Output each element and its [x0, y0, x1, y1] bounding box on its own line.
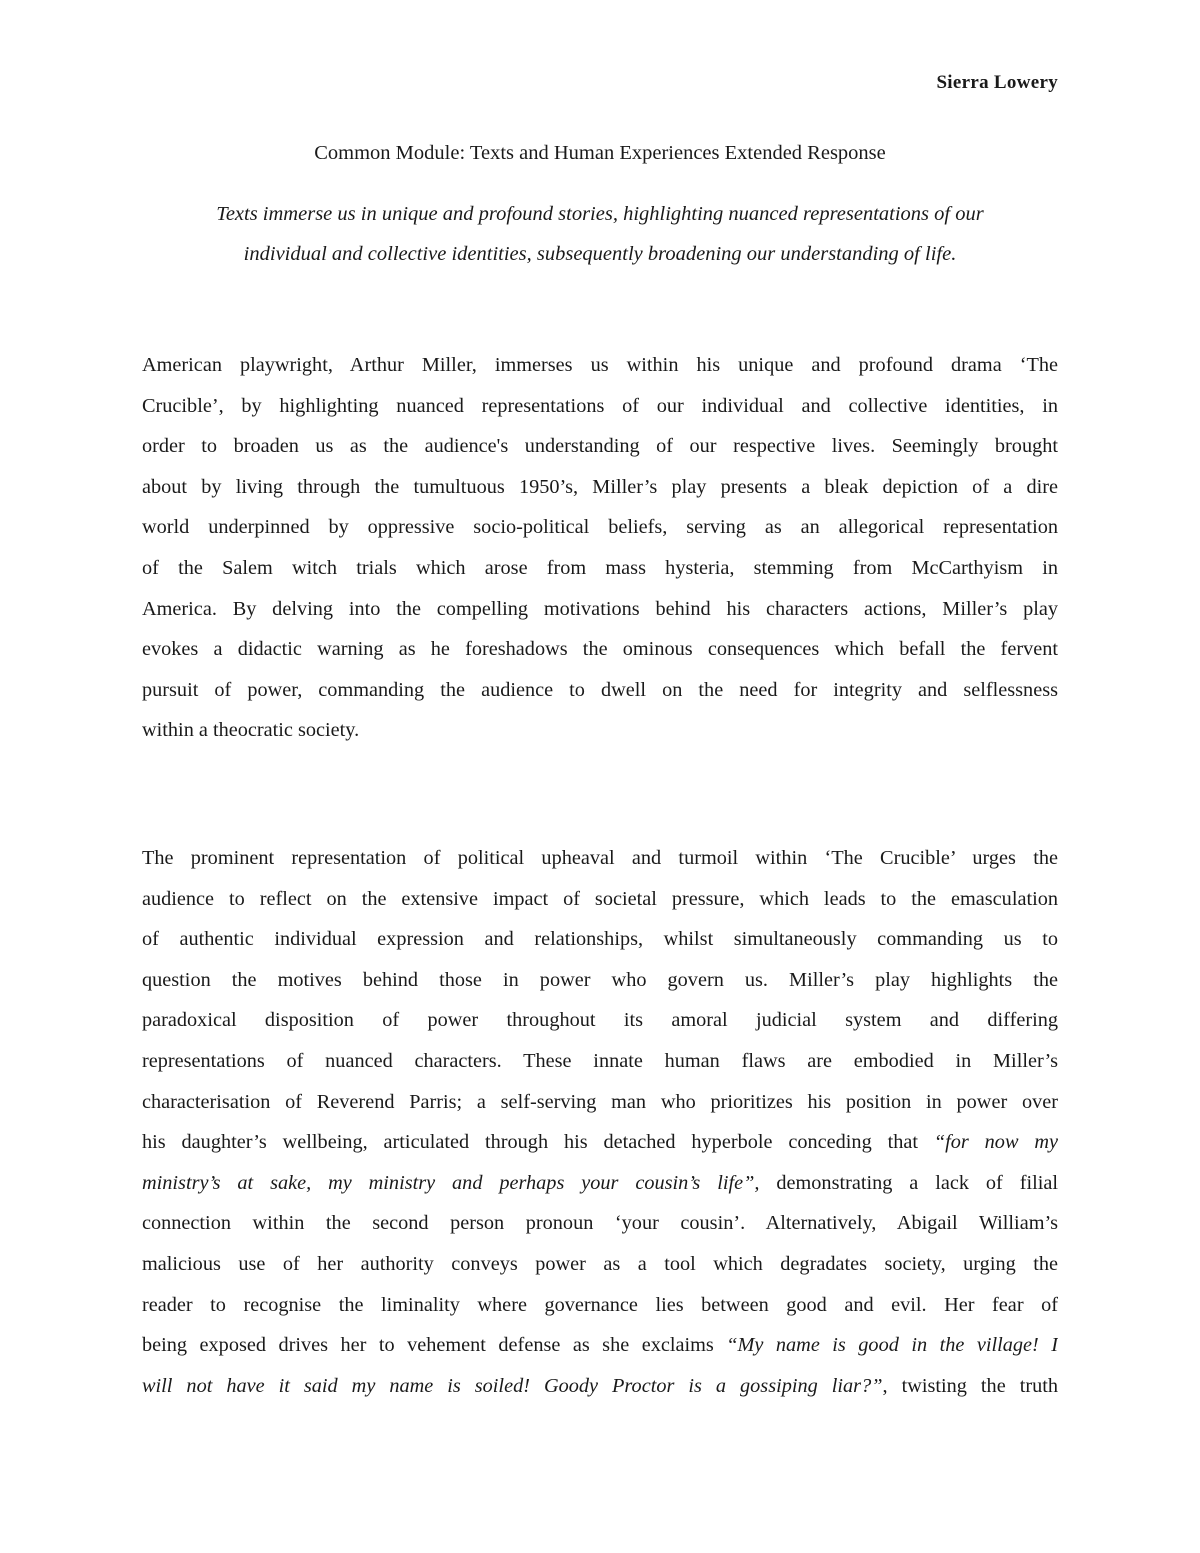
text-line: malicious use of her authority conveys power as a tool which degradates society, urging the: [142, 1252, 1058, 1275]
text-line: [142, 1366, 1058, 1407]
text-line: [142, 1122, 1058, 1163]
essay-prompt-line: Texts immerse us in unique and profound stories, highlighting nuanced representations of our: [216, 203, 984, 225]
text-line: about by living through the tumultuous 1950’s, Miller’s play presents a bleak depiction of a dire: [142, 475, 1058, 498]
text-line: pursuit of power, commanding the audience to dwell on the need for integrity and selflessness: [142, 678, 1058, 701]
essay-prompt-line: individual and collective identities, subsequently broadening our understanding of life.: [243, 243, 957, 265]
text-line: The prominent representation of political upheaval and turmoil within ‘The Crucible’ urges the: [142, 847, 1058, 869]
quotation: “for now my: [933, 1131, 1058, 1154]
text-line: audience to reflect on the extensive impact of societal pressure, which leads to the emasculation: [142, 887, 1058, 910]
text-line: of authentic individual expression and relationships, whilst simultaneously commanding us to: [142, 928, 1058, 951]
text-segment: demonstrating a lack of filial: [759, 1171, 1058, 1194]
author-name: Sierra Lowery: [936, 72, 1058, 93]
quotation: “My name is good in the village! I: [726, 1334, 1058, 1357]
text-line: question the motives behind those in power who govern us. Miller’s play highlights the: [142, 968, 1058, 991]
text-line: American playwright, Arthur Miller, immerses us within his unique and profound drama ‘The: [142, 354, 1058, 376]
text-segment: , twisting the truth: [882, 1374, 1058, 1397]
text-line: [142, 1163, 1058, 1204]
text-line: world underpinned by oppressive socio-political beliefs, serving as an allegorical representation: [142, 516, 1058, 539]
text-segment: his daughter’s wellbeing, articulated through his detached hyperbole conceding that: [142, 1131, 934, 1154]
text-line: representations of nuanced characters. These innate human flaws are embodied in Miller’s: [142, 1049, 1058, 1072]
paragraph-body-1: [142, 838, 1058, 1406]
text-segment: being exposed drives her to vehement defense as she exclaims: [142, 1334, 727, 1357]
text-line: of the Salem witch trials which arose from mass hysteria, stemming from McCarthyism in: [142, 556, 1058, 579]
text-line: America. By delving into the compelling motivations behind his characters actions, Miller’s play: [142, 597, 1058, 620]
text-line: within a theocratic society.: [142, 719, 360, 742]
text-line: Crucible’, by highlighting nuanced representations of our individual and collective identities, in: [142, 394, 1058, 417]
text-line: order to broaden us as the audience's understanding of our respective lives. Seemingly brought: [142, 435, 1058, 458]
text-line: characterisation of Reverend Parris; a self-serving man who prioritizes his position in power over: [142, 1090, 1058, 1113]
text-line: evokes a didactic warning as he foreshadows the ominous consequences which befall the fervent: [142, 638, 1058, 661]
quotation: will not have it said my name is soiled! Goody Proctor is a gossiping liar?”: [142, 1374, 883, 1397]
paragraph-introduction: [142, 345, 1058, 751]
text-line: [142, 1325, 1058, 1366]
text-line: reader to recognise the liminality where governance lies between good and evil. Her fear of: [142, 1293, 1058, 1316]
document-title: Common Module: Texts and Human Experiences Extended Response: [314, 142, 886, 164]
quotation: ministry’s at sake, my ministry and perhaps your cousin’s life”,: [142, 1171, 760, 1194]
essay-prompt: [150, 194, 1050, 274]
text-line: paradoxical disposition of power throughout its amoral judicial system and differing: [142, 1009, 1058, 1032]
text-line: connection within the second person pronoun ‘your cousin’. Alternatively, Abigail William’s: [142, 1212, 1058, 1235]
